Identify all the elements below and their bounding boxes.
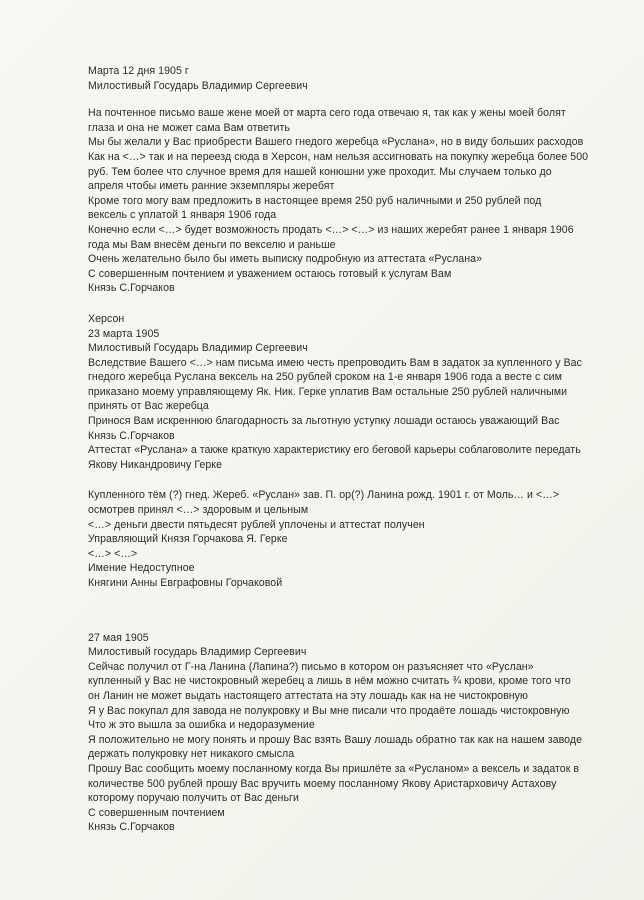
letter-2-place: Херсон <box>88 312 125 325</box>
letter-3-line: купленный у Вас не чистокровный жеребец а лишь в нём можно считать ¾ крови, кроме того что <box>88 675 571 688</box>
letter-2-line: Принося Вам искреннюю благодарность за льготную уступку лошади остаюсь уважающий Вас <box>88 415 560 428</box>
letter-1 <box>88 64 608 296</box>
letter-3-line: Что ж это вышла за ошибка и недоразумение <box>88 719 315 732</box>
letter-1-line: Очень желательно было бы иметь выписку подробную из аттестата «Руслана» <box>88 253 483 266</box>
letter-3-line: Сейчас получил от Г-на Ланина (Лапина?) письмо в котором он разъясняет что «Руслан» <box>88 660 534 673</box>
letter-1-line: руб. Тем более что случное время для нашей конюшни уже проходит. Мы случаем только до <box>88 165 552 178</box>
receipt-line: осмотрев принял <…> здоровым и цельным <box>88 504 309 517</box>
letter-2-line: принять от Вас жеребца <box>88 400 209 413</box>
letter-2-line: приказано моему управляющему Як. Ник. Герке уплатив Вам остальные 250 рублей наличными <box>88 385 568 398</box>
letter-1-line: На почтенное письмо ваше жене моей от марта сего года отвечаю я, так как у жены моей болят <box>88 107 566 120</box>
letter-1-line: Мы бы желали у Вас приобрести Вашего гнедого жеребца «Руслана», но в виду больших расходов <box>88 136 584 149</box>
receipt-line: Княгини Анны Евграфовны Горчаковой <box>88 577 283 589</box>
letter-3-line: Я у Вас покупал для завода не полукровку и Вы мне писали что продаёте лошадь чистокровную <box>88 704 570 717</box>
letter-2-line: гнедого жеребца Руслана вексель на 250 рублей сроком на 1-е января 1906 года а весте с сим <box>88 371 562 384</box>
letter-3-line: которому поручаю получить от Вас деньги <box>88 792 299 805</box>
receipt-note <box>88 488 608 590</box>
receipt-line: Управляющий Князя Горчакова Я. Герке <box>88 533 288 546</box>
receipt-line: Купленного тём (?) гнед. Жереб. «Руслан» зав. П. ор(?) Ланина рожд. 1901 г. от Моль… и <…> <box>88 489 560 502</box>
letter-2-date: 23 марта 1905 <box>88 327 160 340</box>
letter-3-line: Я положительно не могу понять и прошу Вас взять Вашу лошадь обратно так как на нашем заводе <box>88 733 583 746</box>
letter-2 <box>88 312 608 473</box>
letter-1-line: Кроме того могу вам предложить в настоящее время 250 руб наличными и 250 рублей под <box>88 194 542 207</box>
letter-3-signature: Князь С.Горчаков <box>88 821 175 834</box>
letter-1-line: С совершенным почтением и уважением остаюсь готовый к услугам Вам <box>88 267 452 280</box>
letter-3 <box>88 631 608 835</box>
letter-2-signature: Князь С.Горчаков <box>88 429 175 442</box>
letter-3-salutation: Милостивый государь Владимир Сергеевич <box>88 646 307 659</box>
letter-2-salutation: Милостивый Государь Владимир Сергеевич <box>88 342 308 355</box>
letter-3-line: С совершенным почтением <box>88 806 225 819</box>
letter-3-line: Прошу Вас сообщить моему посланному когда Вы пришлёте за «Русланом» а вексель и задаток в <box>88 762 580 775</box>
letter-2-line: Вследствие Вашего <…> нам письма имею честь препроводить Вам в задаток за купленного у Вас <box>88 356 582 369</box>
letter-3-date: 27 мая 1905 <box>88 631 149 644</box>
letter-1-line: Конечно если <…> будет возможность продать <…> <…> из наших жеребят ранее 1 января 1906 <box>88 223 574 236</box>
letter-1-salutation: Милостивый Государь Владимир Сергеевич <box>88 79 308 92</box>
letter-2-line: Якову Никандровичу Герке <box>88 458 223 471</box>
letter-1-line: вексель с уплатой 1 января 1906 года <box>88 209 277 222</box>
receipt-line: <…> деньги двести пятьдесят рублей уплочены и аттестат получен <box>88 518 425 531</box>
letter-3-line: держать полукровку нет никакого смысла <box>88 748 295 761</box>
document-body <box>88 64 608 835</box>
letter-1-line: года мы Вам внесём деньги по векселю и раньше <box>88 238 336 251</box>
letter-1-line: Как на <…> так и на переезд сюда в Херсон, нам нельзя ассигновать на покупку жеребца более 500 <box>88 150 589 163</box>
letter-1-signature: Князь С.Горчаков <box>88 282 175 295</box>
receipt-line: Имение Недоступное <box>88 562 195 575</box>
letter-1-line: апреля чтобы иметь ранние экземпляры жеребят <box>88 180 335 193</box>
letter-3-line: количестве 500 рублей прошу Вас вручить моему посланному Якову Аристарховичу Астахову <box>88 777 557 790</box>
letter-1-line: глаза и она не может сама Вам ответить <box>88 121 290 134</box>
letter-3-line: он Ланин не может выдать настоящего аттестата на эту лошадь как на не чистокровную <box>88 689 528 702</box>
receipt-line: <…> <…> <box>88 547 138 560</box>
letter-2-line: Аттестат «Руслана» а также краткую характеристику его беговой карьеры соблаговолите передать <box>88 444 581 457</box>
letter-1-date: Марта 12 дня 1905 г <box>88 65 189 77</box>
